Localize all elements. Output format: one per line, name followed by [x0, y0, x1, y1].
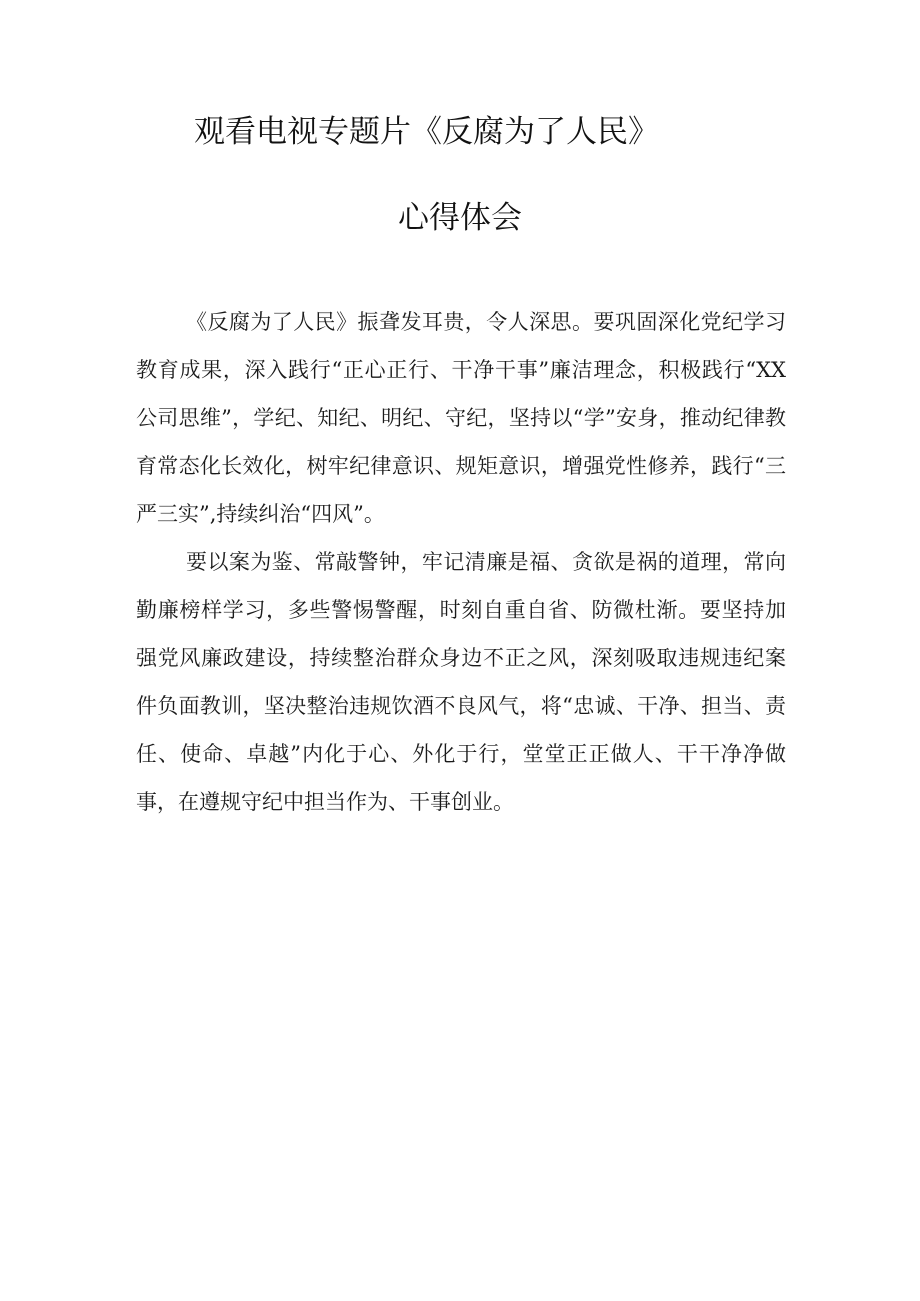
- document-body: [136, 298, 786, 826]
- document-title-line-1: 观看电视专题片《反腐为了人民》: [194, 114, 659, 150]
- document-title-line-2: 心得体会: [398, 200, 522, 236]
- body-paragraph-1: 《反腐为了人民》振聋发耳贵，令人深思。要巩固深化党纪学习教育成果，深入践行“正心正行、干净干事”廉洁理念，积极践行“XX公司思维”，学纪、知纪、明纪、守纪，坚持以“学”安身，推动纪律教育常态化长效化，树牢纪律意识、规矩意识，增强党性修养，践行“三严三实”,持续纠治“四风”。: [136, 310, 786, 526]
- body-paragraph-2: 要以案为鉴、常敲警钟，牢记清廉是福、贪欲是祸的道理，常向勤廉榜样学习，多些警惕警醒，时刻自重自省、防微杜渐。要坚持加强党风廉政建设，持续整治群众身边不正之风，深刻吸取违规违纪案件负面教训，坚决整治违规饮酒不良风气，将“忠诚、干净、担当、责任、使命、卓越”内化于心、外化于行，堂堂正正做人、干干净净做事，在遵规守纪中担当作为、干事创业。: [136, 550, 786, 814]
